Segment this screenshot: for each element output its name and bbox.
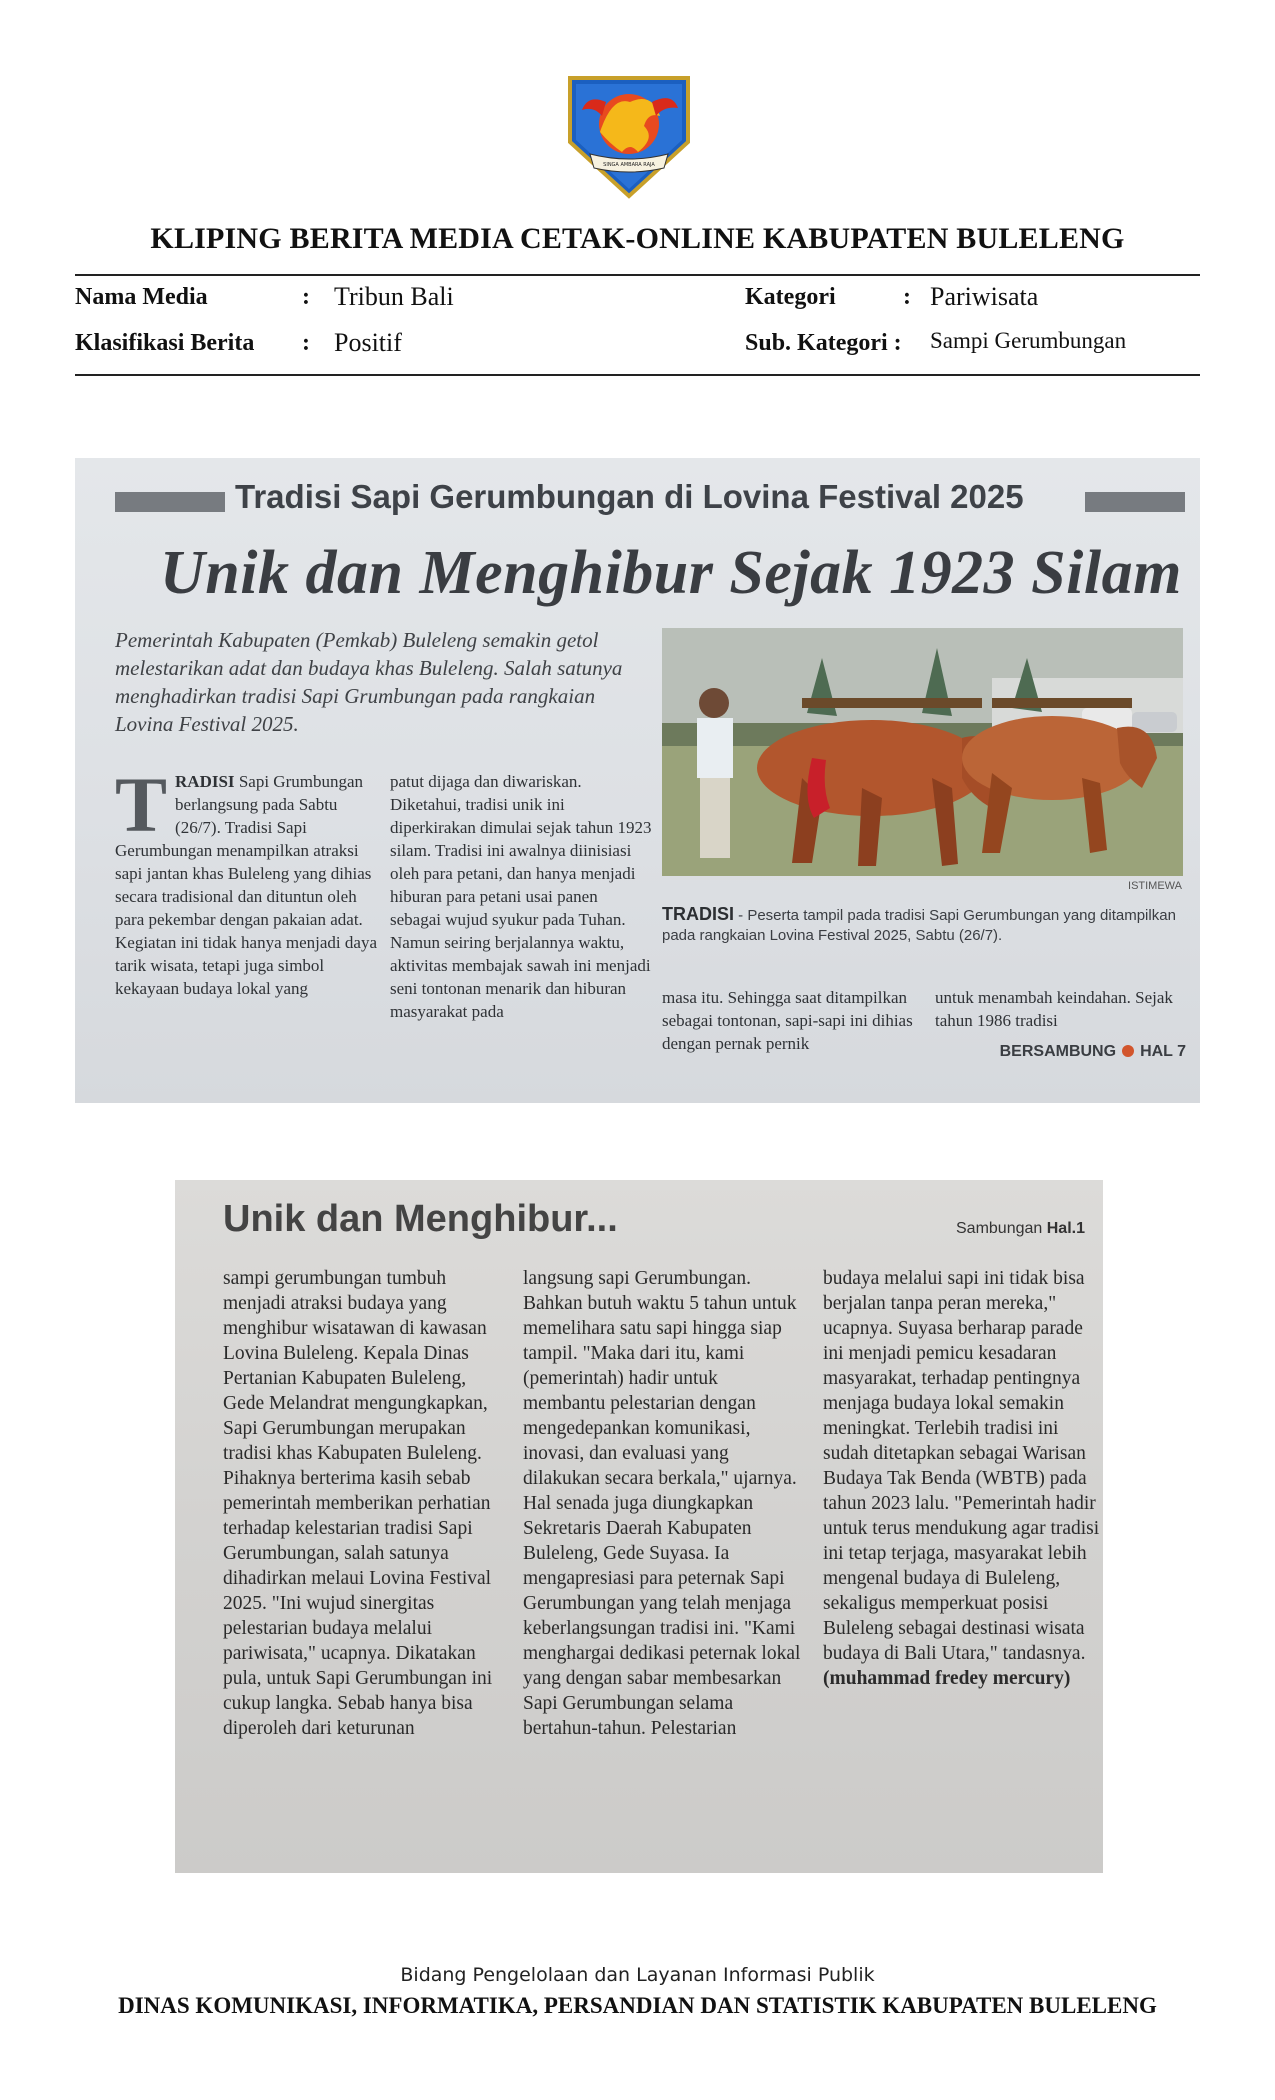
news-clipping-continuation: [175, 1180, 1103, 1873]
news-clipping-front-page: [75, 458, 1200, 1103]
klasifikasi-label: Klasifikasi Berita: [75, 330, 255, 356]
continuation-column-3: [823, 1266, 1103, 1691]
column-1-text: Sapi Grumbungan berlangsung pada Sabtu (26/7). Tradisi Sapi Gerumbungan menampilkan atraksi sapi jantan khas Buleleng yang dihias secara tradisional dan dituntun oleh para pekembar dengan pakaian adat. Kegiatan ini tidak hanya menjadi daya tarik wisata, tetapi juga simbol kekayaan budaya lokal yang: [115, 772, 377, 998]
kategori-value: Pariwisata: [930, 282, 1039, 311]
kicker-bar-right: [1085, 492, 1185, 512]
dropcap-lead-word: RADISI: [175, 772, 235, 791]
header-rule-top: [75, 274, 1200, 276]
sapi-gerumbungan-photo: [662, 628, 1183, 876]
arrow-right-icon: [1122, 1045, 1134, 1057]
photo-caption: [662, 904, 1187, 946]
klasifikasi-colon: :: [302, 330, 310, 356]
article-column-4: untuk menambah keindahan. Sejak tahun 1986 tradisi: [935, 988, 1173, 1030]
kicker-bar-left: [115, 492, 225, 512]
article-column-2: patut dijaga dan diwariskan. Diketahui, tradisi unik ini diperkirakan dimulai sejak tahun 1923 silam. Tradisi ini awalnya diinisiasi oleh para petani, dan hanya menjadi hiburan para petani usai panen sebagai wujud syukur pada Tuhan. Namun seiring berjalannya waktu, aktivitas membajak sawah ini menjadi seni tontonan menarik dan hiburan masyarakat pada: [390, 772, 652, 1021]
svg-text:SINGA AMBARA RAJA: SINGA AMBARA RAJA: [603, 162, 655, 168]
continuation-column-1: sampi gerumbungan tumbuh menjadi atraksi budaya yang menghibur wisatawan di kawasan Lovina Buleleng. Kepala Dinas Pertanian Kabupaten Buleleng, Gede Melandrat mengungkapkan, Sapi Gerumbungan merupakan tradisi khas Kabupaten Buleleng. Pihaknya berterima kasih sebab pemerintah memberikan perhatian terhadap kelestarian tradisi Sapi Gerumbungan, salah satunya dihadirkan melaui Lovina Festival 2025. "Ini wujud sinergitas pelestarian budaya melalui pariwisata," ucapnya. Dikatakan pula, untuk Sapi Gerumbungan ini cukup langka. Sebab hanya bisa diperoleh dari keturunan: [223, 1268, 493, 1739]
sambungan-page: Hal.1: [1046, 1220, 1085, 1237]
subkategori-label: Sub. Kategori :: [745, 330, 902, 356]
caption-text: - Peserta tampil pada tradisi Sapi Gerumbungan yang ditampilkan pada rangkaian Lovina Festival 2025, Sabtu (26/7).: [662, 907, 1176, 944]
dropcap-letter: T: [115, 761, 168, 848]
article-column-1: [115, 761, 380, 1000]
article-column-3: masa itu. Sehingga saat ditampilkan sebagai tontonan, sapi-sapi ini dihias dengan pernak pernik: [662, 988, 913, 1053]
kategori-label: Kategori: [745, 284, 836, 310]
header-rule-bottom: [75, 374, 1200, 376]
continued-label: BERSAMBUNG: [999, 1043, 1117, 1060]
klasifikasi-value: Positif: [334, 328, 402, 357]
continuation-column-2: langsung sapi Gerumbungan. Bahkan butuh waktu 5 tahun untuk memelihara satu sapi hingga siap tampil. "Maka dari itu, kami (pemerintah) hadir untuk membantu pelestarian dengan mengedepankan komunikasi, inovasi, dan evaluasi yang dilakukan secara berkala," ujarnya. Hal senada juga diungkapkan Sekretaris Daerah Kabupaten Buleleng, Gede Suyasa. Ia mengapresiasi para peternak Sapi Gerumbungan yang telah menjaga keberlangsungan tradisi ini. "Kami menghargai dedikasi peternak lokal yang dengan sabar membesarkan Sapi Gerumbungan selama bertahun-tahun. Pelestarian: [523, 1268, 801, 1739]
continued-marker: [1000, 1043, 1186, 1061]
column-3-text: budaya melalui sapi ini tidak bisa berjalan tanpa peran mereka," ucapnya. Suyasa berharap parade ini menjadi pemicu kesadaran masyarakat, terhadap pentingnya menjaga budaya lokal semakin meningkat. Terlebih tradisi ini sudah ditetapkan sebagai Warisan Budaya Tak Benda (WBTB) pada tahun 2023 lalu. "Pemerintah hadir untuk terus mendukung agar tradisi ini tetap terjaga, masyarakat lebih mengenal budaya di Buleleng, sekaligus memperkuat posisi Buleleng sebagai destinasi wisata budaya di Bali Utara," tandasnya.: [823, 1268, 1100, 1664]
footer-agency: DINAS KOMUNIKASI, INFORMATIKA, PERSANDIAN DAN STATISTIK KABUPATEN BULELENG: [118, 1993, 1157, 2018]
sambungan-label: Sambungan: [956, 1220, 1043, 1237]
caption-label: TRADISI: [662, 904, 734, 924]
kategori-colon: :: [903, 284, 911, 310]
media-value: Tribun Bali: [334, 282, 454, 311]
article-headline: Unik dan Menghibur Sejak 1923 Silam: [160, 539, 1182, 607]
media-colon: :: [302, 284, 310, 310]
footer-division: Bidang Pengelolaan dan Layanan Informasi Publik: [400, 1964, 875, 1986]
article-kicker: Tradisi Sapi Gerumbungan di Lovina Festival 2025: [235, 478, 1024, 515]
subkategori-value: Sampi Gerumbungan: [930, 328, 1127, 353]
article-byline: (muhammad fredey mercury): [823, 1668, 1071, 1689]
continuation-marker: [956, 1220, 1085, 1238]
photo-credit: ISTIMEWA: [1128, 880, 1182, 892]
continuation-headline: Unik dan Menghibur...: [223, 1198, 618, 1240]
article-lead: Pemerintah Kabupaten (Pemkab) Buleleng semakin getol melestarikan adat dan budaya khas Buleleng. Salah satunya menghadirkan tradisi Sapi Grumbungan pada rangkaian Lovina Festival 2025.: [115, 628, 623, 736]
buleleng-crest-logo: [560, 72, 698, 200]
page-title: KLIPING BERITA MEDIA CETAK-ONLINE KABUPATEN BULELENG: [150, 222, 1125, 255]
continued-page: HAL 7: [1140, 1043, 1186, 1060]
media-label: Nama Media: [75, 284, 208, 310]
